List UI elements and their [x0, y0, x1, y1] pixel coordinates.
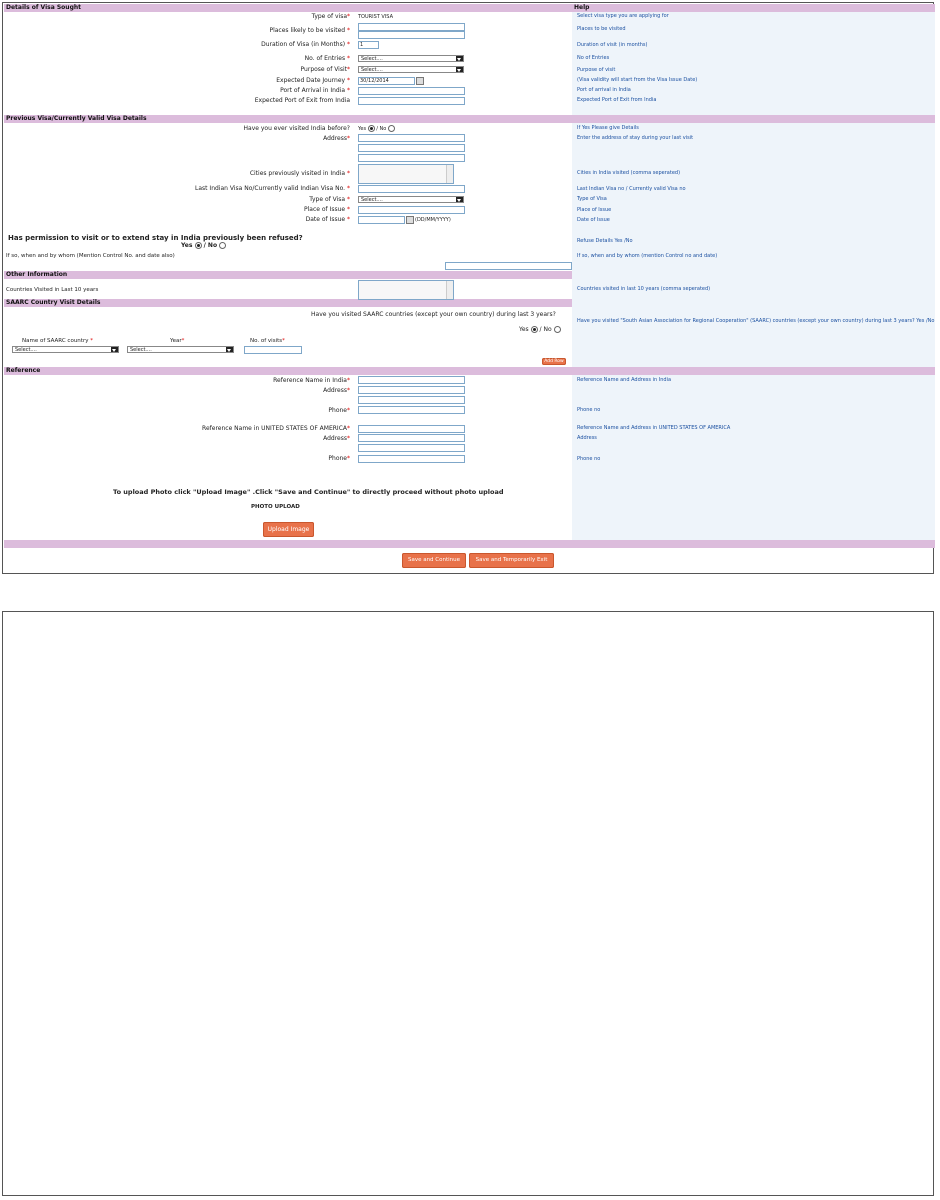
- col-visits: No. of visits*: [250, 338, 285, 344]
- exit-port-input[interactable]: [358, 97, 465, 105]
- section-help: Help: [572, 4, 935, 12]
- type-of-visa-label: Type of visa*: [311, 13, 350, 20]
- help-visa-no: Last Indian Visa no / Currently valid Visa no: [577, 186, 686, 192]
- places-input-1[interactable]: [358, 23, 465, 31]
- countries-visited-textarea[interactable]: [358, 280, 454, 300]
- ref-usa-phone-input[interactable]: [358, 455, 465, 463]
- saarc-year-select[interactable]: Select....: [127, 346, 234, 353]
- saarc-country-select[interactable]: Select....: [12, 346, 119, 353]
- photo-upload-title: PHOTO UPLOAD: [251, 504, 300, 510]
- help-date: Date of Issue: [577, 217, 610, 223]
- help-refused: Refuse Details Yes /No: [577, 238, 633, 244]
- visa-no-input[interactable]: [358, 185, 465, 193]
- help-cities: Cities in India visited (comma seperated): [577, 170, 681, 176]
- ref-usa-address-input-1[interactable]: [358, 434, 465, 442]
- prev-address-label: Address*: [323, 135, 350, 142]
- exit-port-label: Expected Port of Exit from India: [254, 97, 350, 104]
- ref-india-name-input[interactable]: [358, 376, 465, 384]
- visited-before-radio-group: Yes / No: [358, 125, 395, 133]
- chevron-down-icon: [456, 56, 463, 62]
- footer-band: [4, 540, 935, 548]
- places-input-2[interactable]: [358, 31, 465, 39]
- refused-question: Has permission to visit or to extend stay in India previously been refused?: [8, 234, 303, 242]
- refused-radio-group: Yes / No: [181, 242, 226, 250]
- help-refused-detail: If so, when and by whom (mention Control no and date): [577, 253, 718, 259]
- help-phone: Phone no: [577, 407, 601, 413]
- cities-textarea[interactable]: [358, 164, 454, 184]
- upload-instruction: To upload Photo click "Upload Image" .Click "Save and Continue" to directly proceed without photo upload: [113, 488, 504, 496]
- help-place: Place of Issue: [577, 207, 612, 213]
- saarc-radio-group: Yes / No: [519, 326, 561, 334]
- help-entries: No of Entries: [577, 55, 610, 61]
- prev-address-input-2[interactable]: [358, 144, 465, 152]
- journey-date-input[interactable]: 30/12/2014: [358, 77, 415, 85]
- refused-yes-radio[interactable]: [195, 242, 202, 249]
- help-ref-india: Reference Name and Address in India: [577, 377, 672, 383]
- chevron-down-icon: [226, 347, 233, 353]
- help-duration: Duration of visit (in months): [577, 42, 648, 48]
- section-other-info: Other Information: [4, 271, 572, 279]
- prev-visa-type-select[interactable]: Select....: [358, 196, 464, 203]
- purpose-label: Purpose of Visit*: [300, 66, 350, 73]
- refused-detail-input[interactable]: [445, 262, 572, 270]
- ref-india-name-label: Reference Name in India*: [273, 377, 350, 384]
- help-countries: Countries visited in last 10 years (comma seperated): [577, 286, 711, 292]
- chevron-down-icon: [456, 197, 463, 203]
- help-address-usa: Address: [577, 435, 597, 441]
- prev-address-input-3[interactable]: [358, 154, 465, 162]
- ref-india-address-input-1[interactable]: [358, 386, 465, 394]
- calendar-icon[interactable]: [416, 77, 424, 85]
- arrival-port-label: Port of Arrival in India *: [280, 87, 350, 94]
- duration-input[interactable]: 1: [358, 41, 379, 49]
- saarc-no-radio[interactable]: [554, 326, 561, 333]
- help-places: Places to be visited: [577, 26, 626, 32]
- save-continue-button[interactable]: Save and Continue: [402, 553, 466, 568]
- visa-no-label: Last Indian Visa No/Currently valid Indian Visa No. *: [195, 185, 350, 192]
- help-address: Enter the address of stay during your last visit: [577, 135, 694, 141]
- prev-visa-type-label: Type of Visa *: [309, 196, 350, 203]
- visited-no-radio[interactable]: [388, 125, 395, 132]
- upload-image-button[interactable]: Upload Image: [263, 522, 314, 537]
- ref-usa-address-label: Address*: [323, 435, 350, 442]
- chevron-down-icon: [111, 347, 118, 353]
- col-saarc-country: Name of SAARC country *: [22, 338, 93, 344]
- scrollbar[interactable]: [446, 165, 453, 183]
- save-exit-button[interactable]: Save and Temporarily Exit: [469, 553, 554, 568]
- place-of-issue-label: Place of Issue *: [304, 206, 350, 213]
- add-row-button[interactable]: Add Row: [542, 358, 566, 365]
- help-exit: Expected Port of Exit from India: [577, 97, 657, 103]
- visited-yes-radio[interactable]: [368, 125, 375, 132]
- help-type-visa: Type of Visa: [577, 196, 607, 202]
- chevron-down-icon: [456, 67, 463, 73]
- saarc-question: Have you visited SAARC countries (except your own country) during last 3 years?: [311, 311, 556, 318]
- ref-usa-name-input[interactable]: [358, 425, 465, 433]
- date-of-issue-label: Date of Issue *: [305, 216, 350, 223]
- ref-india-phone-input[interactable]: [358, 406, 465, 414]
- duration-label: Duration of Visa (in Months) *: [261, 41, 350, 48]
- refused-detail-label: If so, when and by whom (Mention Control No. and date also): [6, 253, 175, 259]
- help-phone-usa: Phone no: [577, 456, 601, 462]
- visited-before-label: Have you ever visited India before?: [243, 125, 350, 132]
- section-previous-visa: Previous Visa/Currently Valid Visa Details: [4, 115, 935, 123]
- ref-india-address-input-2[interactable]: [358, 396, 465, 404]
- prev-address-input-1[interactable]: [358, 134, 465, 142]
- ref-usa-name-label: Reference Name in UNITED STATES OF AMERICA*: [202, 425, 350, 432]
- calendar-icon[interactable]: [406, 216, 414, 224]
- ref-usa-address-input-2[interactable]: [358, 444, 465, 452]
- purpose-select[interactable]: Select....: [358, 66, 464, 73]
- ref-india-address-label: Address*: [323, 387, 350, 394]
- help-journey: (Visa validity will start from the Visa Issue Date): [577, 77, 698, 83]
- help-arrival: Port of arrival in India: [577, 87, 631, 93]
- date-of-issue-input[interactable]: [358, 216, 405, 224]
- saarc-yes-radio[interactable]: [531, 326, 538, 333]
- places-label: Places likely to be visited *: [269, 27, 350, 34]
- place-of-issue-input[interactable]: [358, 206, 465, 214]
- col-year: Year*: [170, 338, 185, 344]
- empty-panel: [2, 611, 934, 1196]
- ref-usa-phone-label: Phone*: [328, 455, 350, 462]
- entries-label: No. of Entries *: [304, 55, 350, 62]
- cities-label: Cities previously visited in India *: [249, 170, 350, 177]
- section-visa-sought: Details of Visa Sought: [4, 4, 572, 12]
- scrollbar[interactable]: [446, 281, 453, 299]
- arrival-port-input[interactable]: [358, 87, 465, 95]
- help-type: Select visa type you are applying for: [577, 13, 669, 19]
- countries-visited-label: Countries Visited in Last 10 years: [6, 287, 99, 293]
- journey-date-label: Expected Date Journey *: [276, 77, 350, 84]
- help-purpose: Purpose of visit: [577, 67, 616, 73]
- refused-no-radio[interactable]: [219, 242, 226, 249]
- help-column: [572, 4, 935, 540]
- help-ref-usa: Reference Name and Address in UNITED STATES OF AMERICA: [577, 425, 731, 431]
- ref-india-phone-label: Phone*: [328, 407, 350, 414]
- help-visited: If Yes Please give Details: [577, 125, 639, 131]
- section-saarc: SAARC Country Visit Details: [4, 299, 572, 307]
- saarc-visits-input[interactable]: [244, 346, 302, 354]
- date-format-hint: (DD/MM/YYYY): [415, 217, 451, 223]
- section-reference: Reference: [4, 367, 935, 375]
- type-of-visa-value: TOURIST VISA: [358, 14, 393, 20]
- help-saarc: Have you visited "South Asian Association for Regional Cooperation" (SAARC) countries (except your own country) during last 3 years? Yes /No: [577, 318, 935, 324]
- entries-select[interactable]: Select....: [358, 55, 464, 62]
